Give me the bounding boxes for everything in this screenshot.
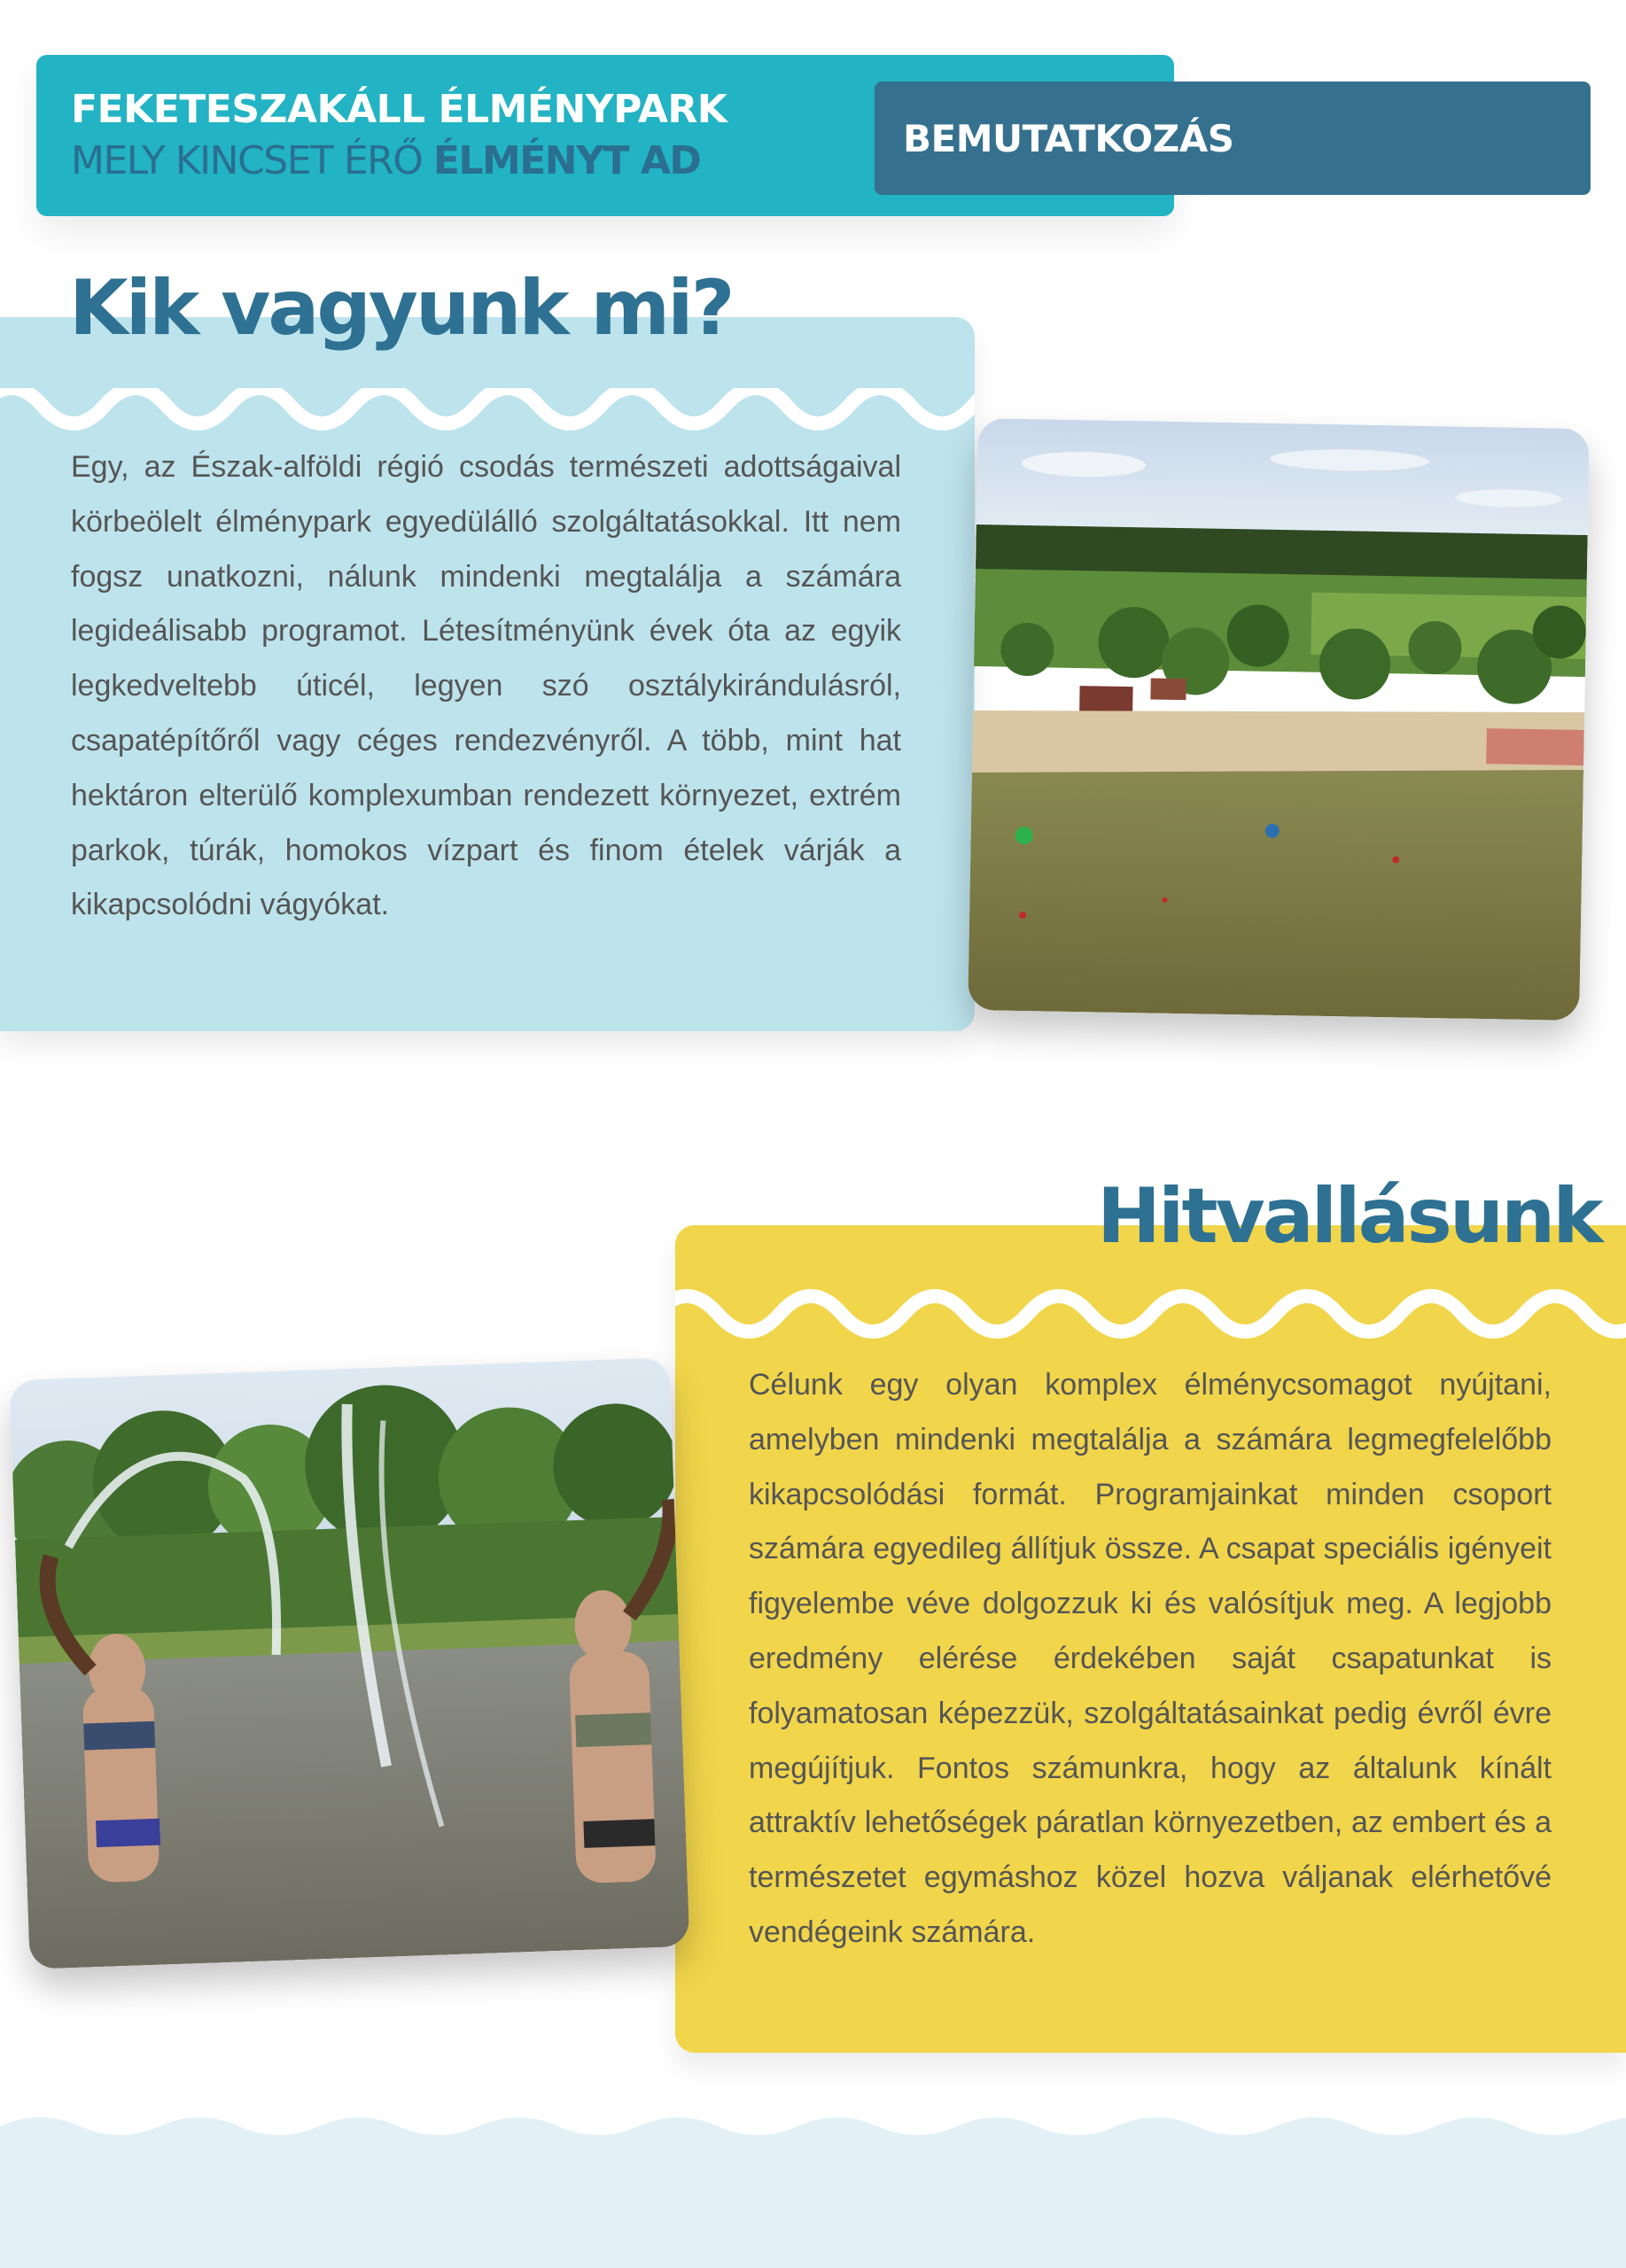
lake-aerial-photo xyxy=(968,418,1590,1021)
tagline-regular: MELY KINCSET ÉRŐ xyxy=(71,138,433,183)
mission-heading: Hitvallásunk xyxy=(1097,1172,1601,1261)
card-wave-decoration xyxy=(0,370,975,441)
about-heading: Kik vagyunk mi? xyxy=(69,264,733,353)
mission-paragraph: Célunk egy olyan komplex élménycsomagot nyújtani, amelyben mindenki megtalálja a számára legmegfelelőbb kikapcsolódási formát. Programjainkat minden csoport számára egyedileg állítjuk össze. A csapat speciális igényeit figyelembe véve dolgozzuk ki és valósítjuk meg. A legjobb eredmény elérése érdekében saját csapatunkat is folyamatosan képezzük, szolgáltatásainkat pedig évről évre megújítjuk. Fontos számunkra, hogy az általunk kínált attraktív lehetőségek páratlan környezetben, az embert és a természetet egymáshoz közel hozva váljanak elérhetővé vendégeink számára. xyxy=(749,1368,1552,1949)
brand-tagline xyxy=(71,138,700,183)
section-label-tab xyxy=(875,82,1591,195)
footer-wave-decoration xyxy=(0,2109,1626,2268)
brand-title: FEKETESZAKÁLL ÉLMÉNYPARK xyxy=(71,87,727,132)
card-wave-decoration xyxy=(675,1278,1626,1349)
tagline-bold: ÉLMÉNYT AD xyxy=(432,138,701,183)
about-paragraph: Egy, az Észak-alföldi régió csodás természeti adottságaival körbeölelt élménypark egyedülálló szolgáltatásokkal. Itt nem fogsz unatkozni, nálunk mindenki megtalálja a számára legideálisabb programot. Létesítményünk évek óta az egyik legkedveltebb úticél, legyen szó osztálykirándulásról, csapatépítőről vagy céges rendezvényről. A több, mint hat hektáron elterülő komplexumban rendezett környezet, extrém parkok, túrák, homokos vízpart és finom ételek várják a kikapcsolódni vágyókat. xyxy=(71,450,901,922)
water-splash-photo xyxy=(10,1357,690,1969)
section-label: BEMUTATKOZÁS xyxy=(903,117,1234,160)
